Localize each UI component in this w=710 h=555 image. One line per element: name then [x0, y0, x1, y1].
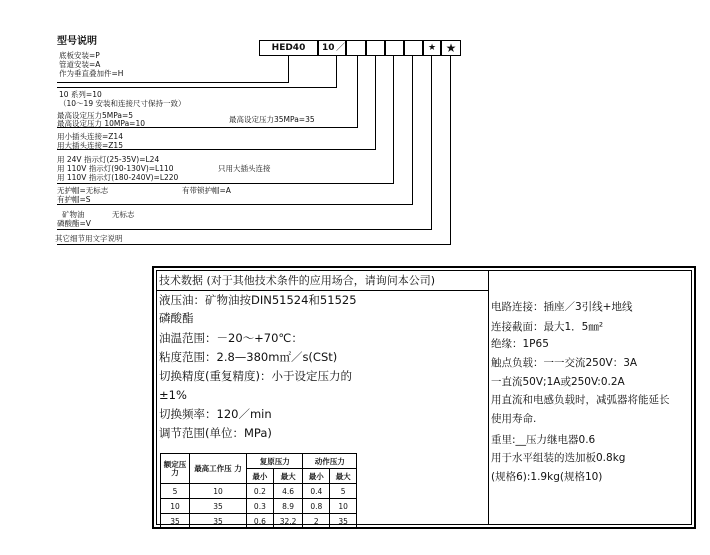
col-min: 最小	[247, 469, 274, 484]
other-details: 其它细节用文字说明	[55, 234, 123, 243]
plug-option: 用大插头连接=Z15	[57, 141, 123, 150]
table-row	[161, 514, 357, 529]
table-cell: 4.6	[273, 484, 303, 499]
spec-right-line: 绝缘：1P65	[491, 338, 549, 350]
spec-right-line: 一直流50V;1A或250V:0.2A	[491, 376, 625, 388]
spec-header: 技术数据 (对于其他技术条件的应用场合，请询问本公司)	[159, 274, 436, 287]
plug-option: 用小插头连接=Z14	[57, 132, 123, 141]
pressure-option-35: 最高设定压力35MPa=35	[229, 115, 315, 124]
lamp-note: 只用大插头连接	[218, 164, 271, 173]
series-option: （10～19 安装和连接尺寸保持一致）	[59, 99, 186, 108]
table-cell: 8.9	[273, 499, 303, 514]
spec-right-line: 使用寿命.	[491, 413, 537, 425]
table-cell: 10	[161, 499, 190, 514]
model-code-cell	[385, 40, 404, 56]
spec-right-line: 电路连接：插座／3引线+地线	[491, 301, 633, 313]
cap-option: 有护帽=S	[57, 195, 91, 204]
pressure-option: 最高设定压力 10MPa=10	[57, 119, 146, 128]
table-cell: 10	[190, 484, 247, 499]
table-row	[161, 499, 357, 514]
series-value: 10	[322, 43, 335, 53]
spec-line: 切换频率：120／min	[159, 407, 272, 421]
table-cell: 0.6	[247, 514, 274, 529]
model-code-cell	[318, 40, 346, 56]
col-rated-pressure: 额定压力	[161, 454, 190, 484]
model-code-cell	[404, 40, 423, 56]
slash-icon: ／	[336, 43, 346, 53]
spec-line: ±1%	[159, 388, 187, 402]
table-cell: 0.2	[247, 484, 274, 499]
spec-line: 调节范围(单位：MPa)	[159, 426, 272, 440]
series-option: 10 系列=10	[59, 90, 102, 99]
spec-line: 磷酸酯	[159, 311, 194, 325]
oil-option-none: 无标志	[112, 210, 135, 219]
model-code-cell	[366, 40, 385, 56]
lamp-option: 用 110V 指示灯(90-130V)=L110	[57, 164, 174, 173]
lamp-option: 用 110V 指示灯(180-240V)=L220	[57, 173, 179, 182]
table-cell: 5	[161, 484, 190, 499]
mount-option: 底板安装=P	[59, 51, 100, 60]
lock-cap-option: 有带锁护帽=A	[182, 186, 231, 195]
spec-right-line: 触点负载：一一交流250V：3A	[491, 357, 638, 369]
model-title: 型号说明	[57, 36, 97, 47]
spec-line: 油温范围：－20～+70℃：	[159, 331, 303, 345]
pressure-table	[160, 453, 357, 529]
col-action-pressure: 动作压力	[303, 454, 357, 469]
table-cell: 0.3	[247, 499, 274, 514]
spec-line: 液压油：矿物油按DIN51524和51525	[159, 293, 357, 307]
spec-table	[152, 266, 696, 529]
table-row	[161, 484, 357, 499]
spec-line: 粘度范围：2.8—380m㎡／s(CSt)	[159, 350, 338, 364]
spec-right-line: 用直流和电感负载时，减弧器将能延长	[491, 394, 670, 406]
cap-option: 无护帽=无标志	[57, 186, 109, 195]
mount-option: 管道安装=A	[59, 60, 101, 69]
model-code-cell: HED40	[259, 40, 318, 56]
mount-option: 作为垂直叠加件=H	[59, 69, 124, 78]
model-code-cell	[346, 40, 366, 56]
spec-right-line: 重里:__压力继电器0.6	[491, 434, 596, 446]
spec-right-line: (规格6):1.9kg(规格10)	[491, 471, 603, 483]
table-cell: 35	[161, 514, 190, 529]
oil-option: 磷酸酯=V	[57, 219, 91, 228]
col-min: 最小	[303, 469, 330, 484]
pressure-option: 最高设定压力5MPa=5	[57, 111, 134, 120]
table-cell: 0.8	[303, 499, 330, 514]
table-cell: 2	[303, 514, 330, 529]
oil-option: 矿物油	[62, 210, 85, 219]
col-max: 最大	[273, 469, 303, 484]
table-cell: 35	[190, 499, 247, 514]
lamp-option: 用 24V 指示灯(25-35V)=L24	[57, 155, 160, 164]
model-code-cell-star	[441, 40, 461, 56]
spec-right-line: 用于水平组装的迭加板0.8kg	[491, 452, 626, 464]
table-cell: 35	[190, 514, 247, 529]
table-cell: 0.4	[303, 484, 330, 499]
col-reset-pressure: 复原压力	[247, 454, 303, 469]
col-max: 最大	[330, 469, 357, 484]
table-cell: 5	[330, 484, 357, 499]
spec-line: 切换精度(重复精度)：小于设定压力的	[159, 369, 352, 383]
table-cell: 32.2	[273, 514, 303, 529]
col-max-work-pressure: 最高工作压 力	[190, 454, 247, 484]
star-icon: ★	[445, 41, 457, 55]
model-code-cell: ★	[423, 40, 441, 56]
spec-table-inner	[156, 270, 692, 525]
table-cell: 35	[330, 514, 357, 529]
spec-right-line: 连接截面：最大1．5㎜²	[491, 321, 604, 333]
table-cell: 10	[330, 499, 357, 514]
